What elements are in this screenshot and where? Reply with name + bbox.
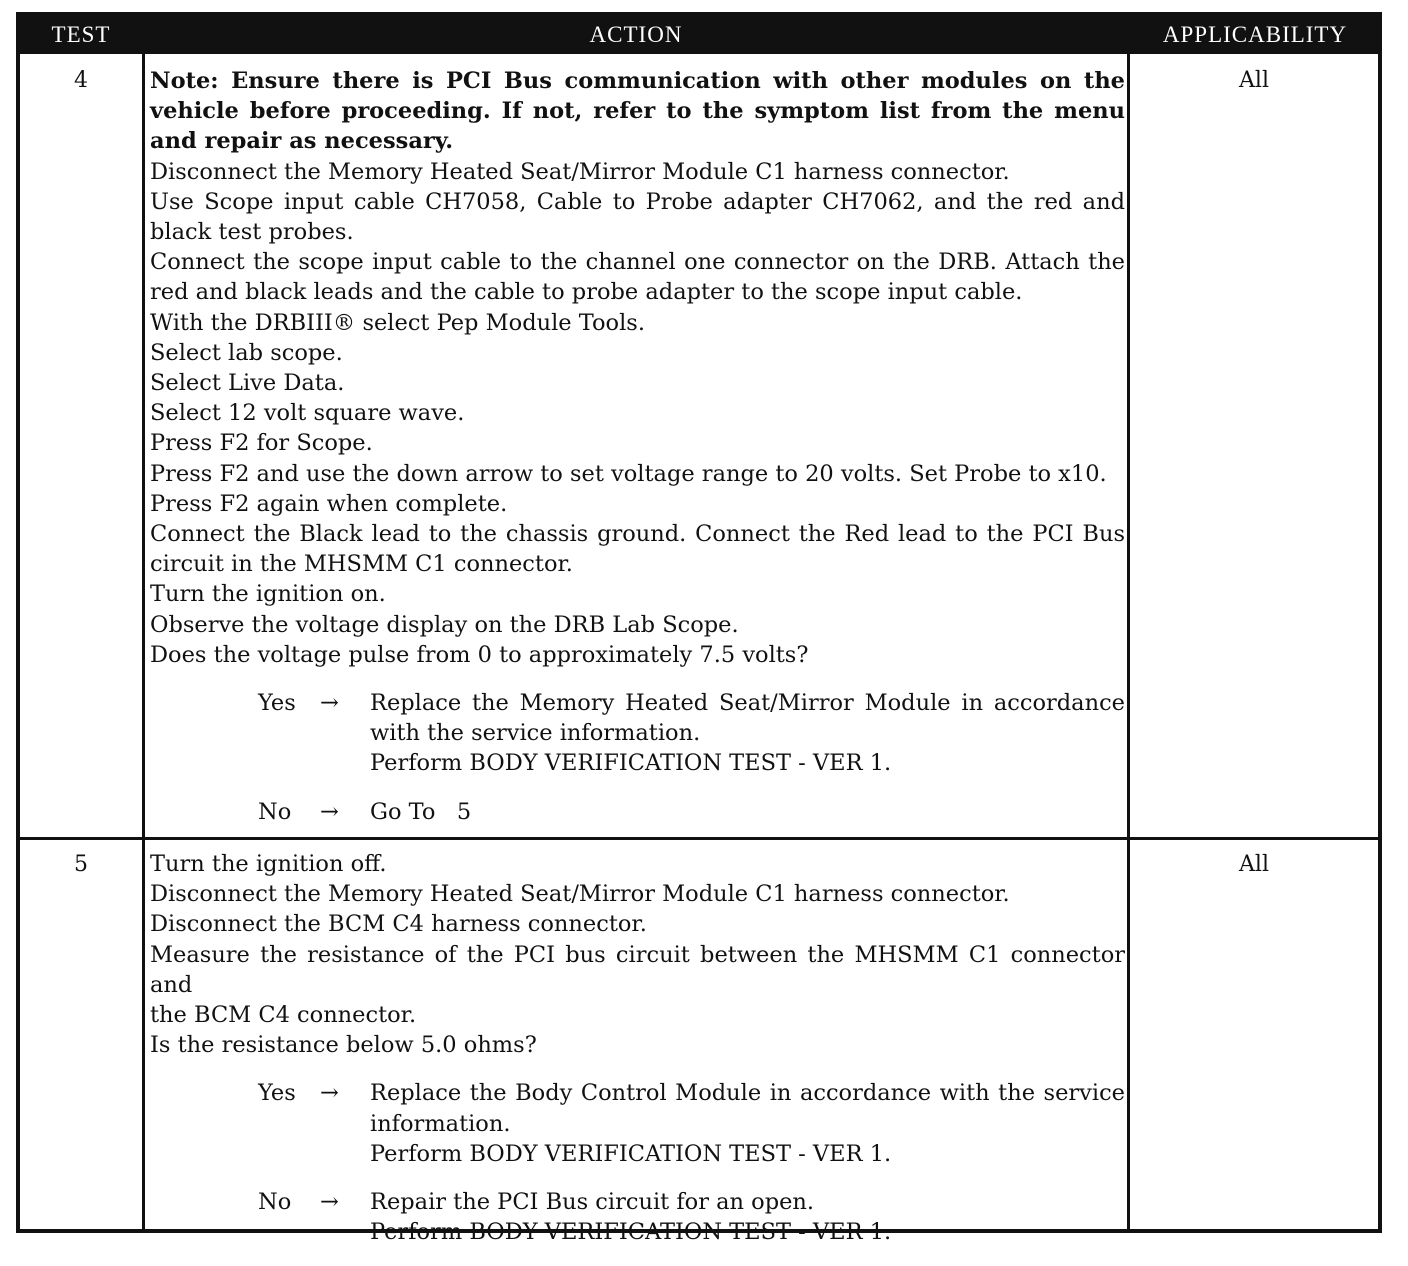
header-applicability: APPLICABILITY — [1162, 22, 1348, 47]
applicability-value: All — [1239, 852, 1269, 877]
step-line: Is the resistance below 5.0 ohms? — [150, 1032, 537, 1059]
step-line: Press F2 for Scope. — [150, 430, 373, 457]
applicability-value: All — [1239, 68, 1269, 93]
outcome-line: information. — [370, 1110, 511, 1137]
note-line: and repair as necessary. — [150, 128, 454, 155]
step-line: the BCM C4 connector. — [150, 1002, 417, 1029]
step-line: Measure the resistance of the PCI bus circuit between the MHSMM C1 connector and — [150, 941, 1125, 998]
table-header — [20, 16, 1378, 54]
no-label: No — [258, 798, 292, 825]
step-line: Select Live Data. — [150, 370, 345, 397]
step-line: circuit in the MHSMM C1 connector. — [150, 551, 573, 578]
no-outcome — [150, 797, 1125, 827]
step-line: Press F2 again when complete. — [150, 490, 508, 517]
step-line: black test probes. — [150, 219, 354, 246]
step-line: Press F2 and use the down arrow to set voltage range to 20 volts. Set Probe to x10. — [150, 460, 1107, 487]
step-line: Disconnect the Memory Heated Seat/Mirror Module C1 harness connector. — [150, 158, 1010, 185]
step-line: Turn the ignition off. — [150, 851, 387, 877]
step-line: With the DRBIII® select Pep Module Tools. — [150, 309, 645, 336]
step-line: Select lab scope. — [150, 339, 343, 366]
step-line: Use Scope input cable CH7058, Cable to Probe adapter CH7062, and the red and — [150, 188, 1125, 215]
yes-outcome — [150, 1078, 1125, 1169]
step-line: Does the voltage pulse from 0 to approximately 7.5 volts? — [150, 641, 809, 668]
outcome-line: Perform BODY VERIFICATION TEST - VER 1. — [370, 1140, 892, 1167]
test-number: 5 — [74, 852, 88, 877]
step-line: Turn the ignition on. — [150, 581, 386, 608]
note-line: vehicle before proceeding. If not, refer to the symptom list from the menu — [150, 98, 1125, 125]
step-line: Observe the voltage display on the DRB Lab Scope. — [150, 611, 739, 638]
step-line: Select 12 volt square wave. — [150, 400, 465, 427]
note-line: Note: Ensure there is PCI Bus communication with other modules on the — [150, 68, 1125, 94]
step-line: Connect the scope input cable to the channel one connector on the DRB. Attach the — [150, 249, 1125, 276]
arrow-icon: → — [320, 798, 339, 825]
outcome-line: Replace the Memory Heated Seat/Mirror Module in accordance — [370, 690, 1125, 717]
outcome-line: Perform BODY VERIFICATION TEST - VER 1. — [370, 1219, 892, 1246]
arrow-icon: → — [320, 1189, 339, 1216]
yes-label: Yes — [258, 1080, 296, 1107]
step-line: Connect the Black lead to the chassis ground. Connect the Red lead to the PCI Bus — [150, 521, 1125, 548]
action-cell — [150, 66, 1125, 827]
no-outcome — [150, 1187, 1125, 1247]
column-divider — [1127, 54, 1130, 1229]
step-line: Disconnect the BCM C4 harness connector. — [150, 911, 647, 938]
outcome-line: Replace the Body Control Module in accordance with the service — [370, 1080, 1125, 1107]
outcome-line: Repair the PCI Bus circuit for an open. — [370, 1189, 815, 1216]
outcome-line: Perform BODY VERIFICATION TEST - VER 1. — [370, 750, 892, 777]
header-test: TEST — [51, 22, 111, 47]
step-line: red and black leads and the cable to probe adapter to the scope input cable. — [150, 279, 1023, 306]
outcome-line: with the service information. — [370, 720, 701, 747]
yes-outcome — [150, 688, 1125, 779]
outcome-line: Go To 5 — [370, 798, 472, 825]
header-action: ACTION — [589, 22, 683, 47]
test-number: 4 — [74, 68, 88, 93]
no-label: No — [258, 1189, 292, 1216]
arrow-icon: → — [320, 1080, 339, 1107]
arrow-icon: → — [320, 690, 339, 717]
column-divider — [142, 54, 145, 1229]
row-divider — [20, 837, 1378, 840]
step-line: Disconnect the Memory Heated Seat/Mirror Module C1 harness connector. — [150, 881, 1010, 908]
yes-label: Yes — [258, 690, 296, 717]
diagnostic-test-table — [16, 12, 1382, 1246]
action-cell — [150, 849, 1125, 1247]
